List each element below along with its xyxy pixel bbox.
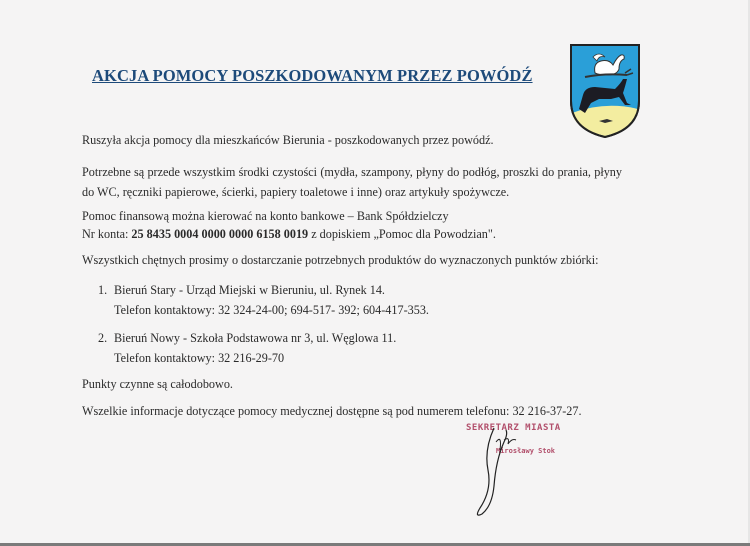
coat-of-arms-icon <box>569 43 641 139</box>
account-label: Nr konta: <box>82 227 132 241</box>
needs-paragraph: Potrzebne są przede wszystkim środki czystości (mydła, szampony, płyny do podłóg, proszki do prania, płyny do WC, ręczniki papierowe, ścierki, papiery toaletowe i inne) oraz artykuły spożywcze. <box>82 165 622 199</box>
hours-paragraph: Punkty czynne są całodobowo. <box>82 377 233 391</box>
finance-line: Pomoc finansową można kierować na konto bankowe – Bank Spółdzielczy <box>82 209 449 223</box>
account-note: z dopiskiem „Pomoc dla Powodzian". <box>308 227 496 241</box>
account-line <box>82 224 496 244</box>
intro-paragraph: Ruszyła akcja pomocy dla mieszkańców Bierunia - poszkodowanych przez powódź. <box>82 133 494 147</box>
stamp-title: SEKRETARZ MIASTA <box>466 423 561 433</box>
medical-paragraph: Wszelkie informacje dotyczące pomocy medycznej dostępne są pod numerem telefonu: 32 216-37-27. <box>82 404 582 418</box>
list-number: 1. <box>98 283 108 297</box>
signature-icon <box>470 420 550 520</box>
location: Bieruń Stary - Urząd Miejski w Bieruniu, ul. Rynek 14. <box>114 283 385 297</box>
phone: Telefon kontaktowy: 32 216-29-70 <box>114 351 285 365</box>
page-title: AKCJA POMOCY POSZKODOWANYM PRZEZ POWÓDŹ <box>92 66 533 85</box>
collection-point-1 <box>98 280 429 320</box>
stamp-name: Mirosławy Stok <box>496 447 556 455</box>
phone: Telefon kontaktowy: 32 324-24-00; 694-517- 392; 604-417-353. <box>114 303 429 317</box>
location: Bieruń Nowy - Szkoła Podstawowa nr 3, ul. Węglowa 11. <box>114 331 397 345</box>
list-number: 2. <box>98 331 108 345</box>
request-paragraph: Wszystkich chętnych prosimy o dostarczanie potrzebnych produktów do wyznaczonych punktów zbiórki: <box>82 253 599 267</box>
account-number: 25 8435 0004 0000 0000 6158 0019 <box>131 227 309 241</box>
collection-point-2 <box>98 328 396 368</box>
